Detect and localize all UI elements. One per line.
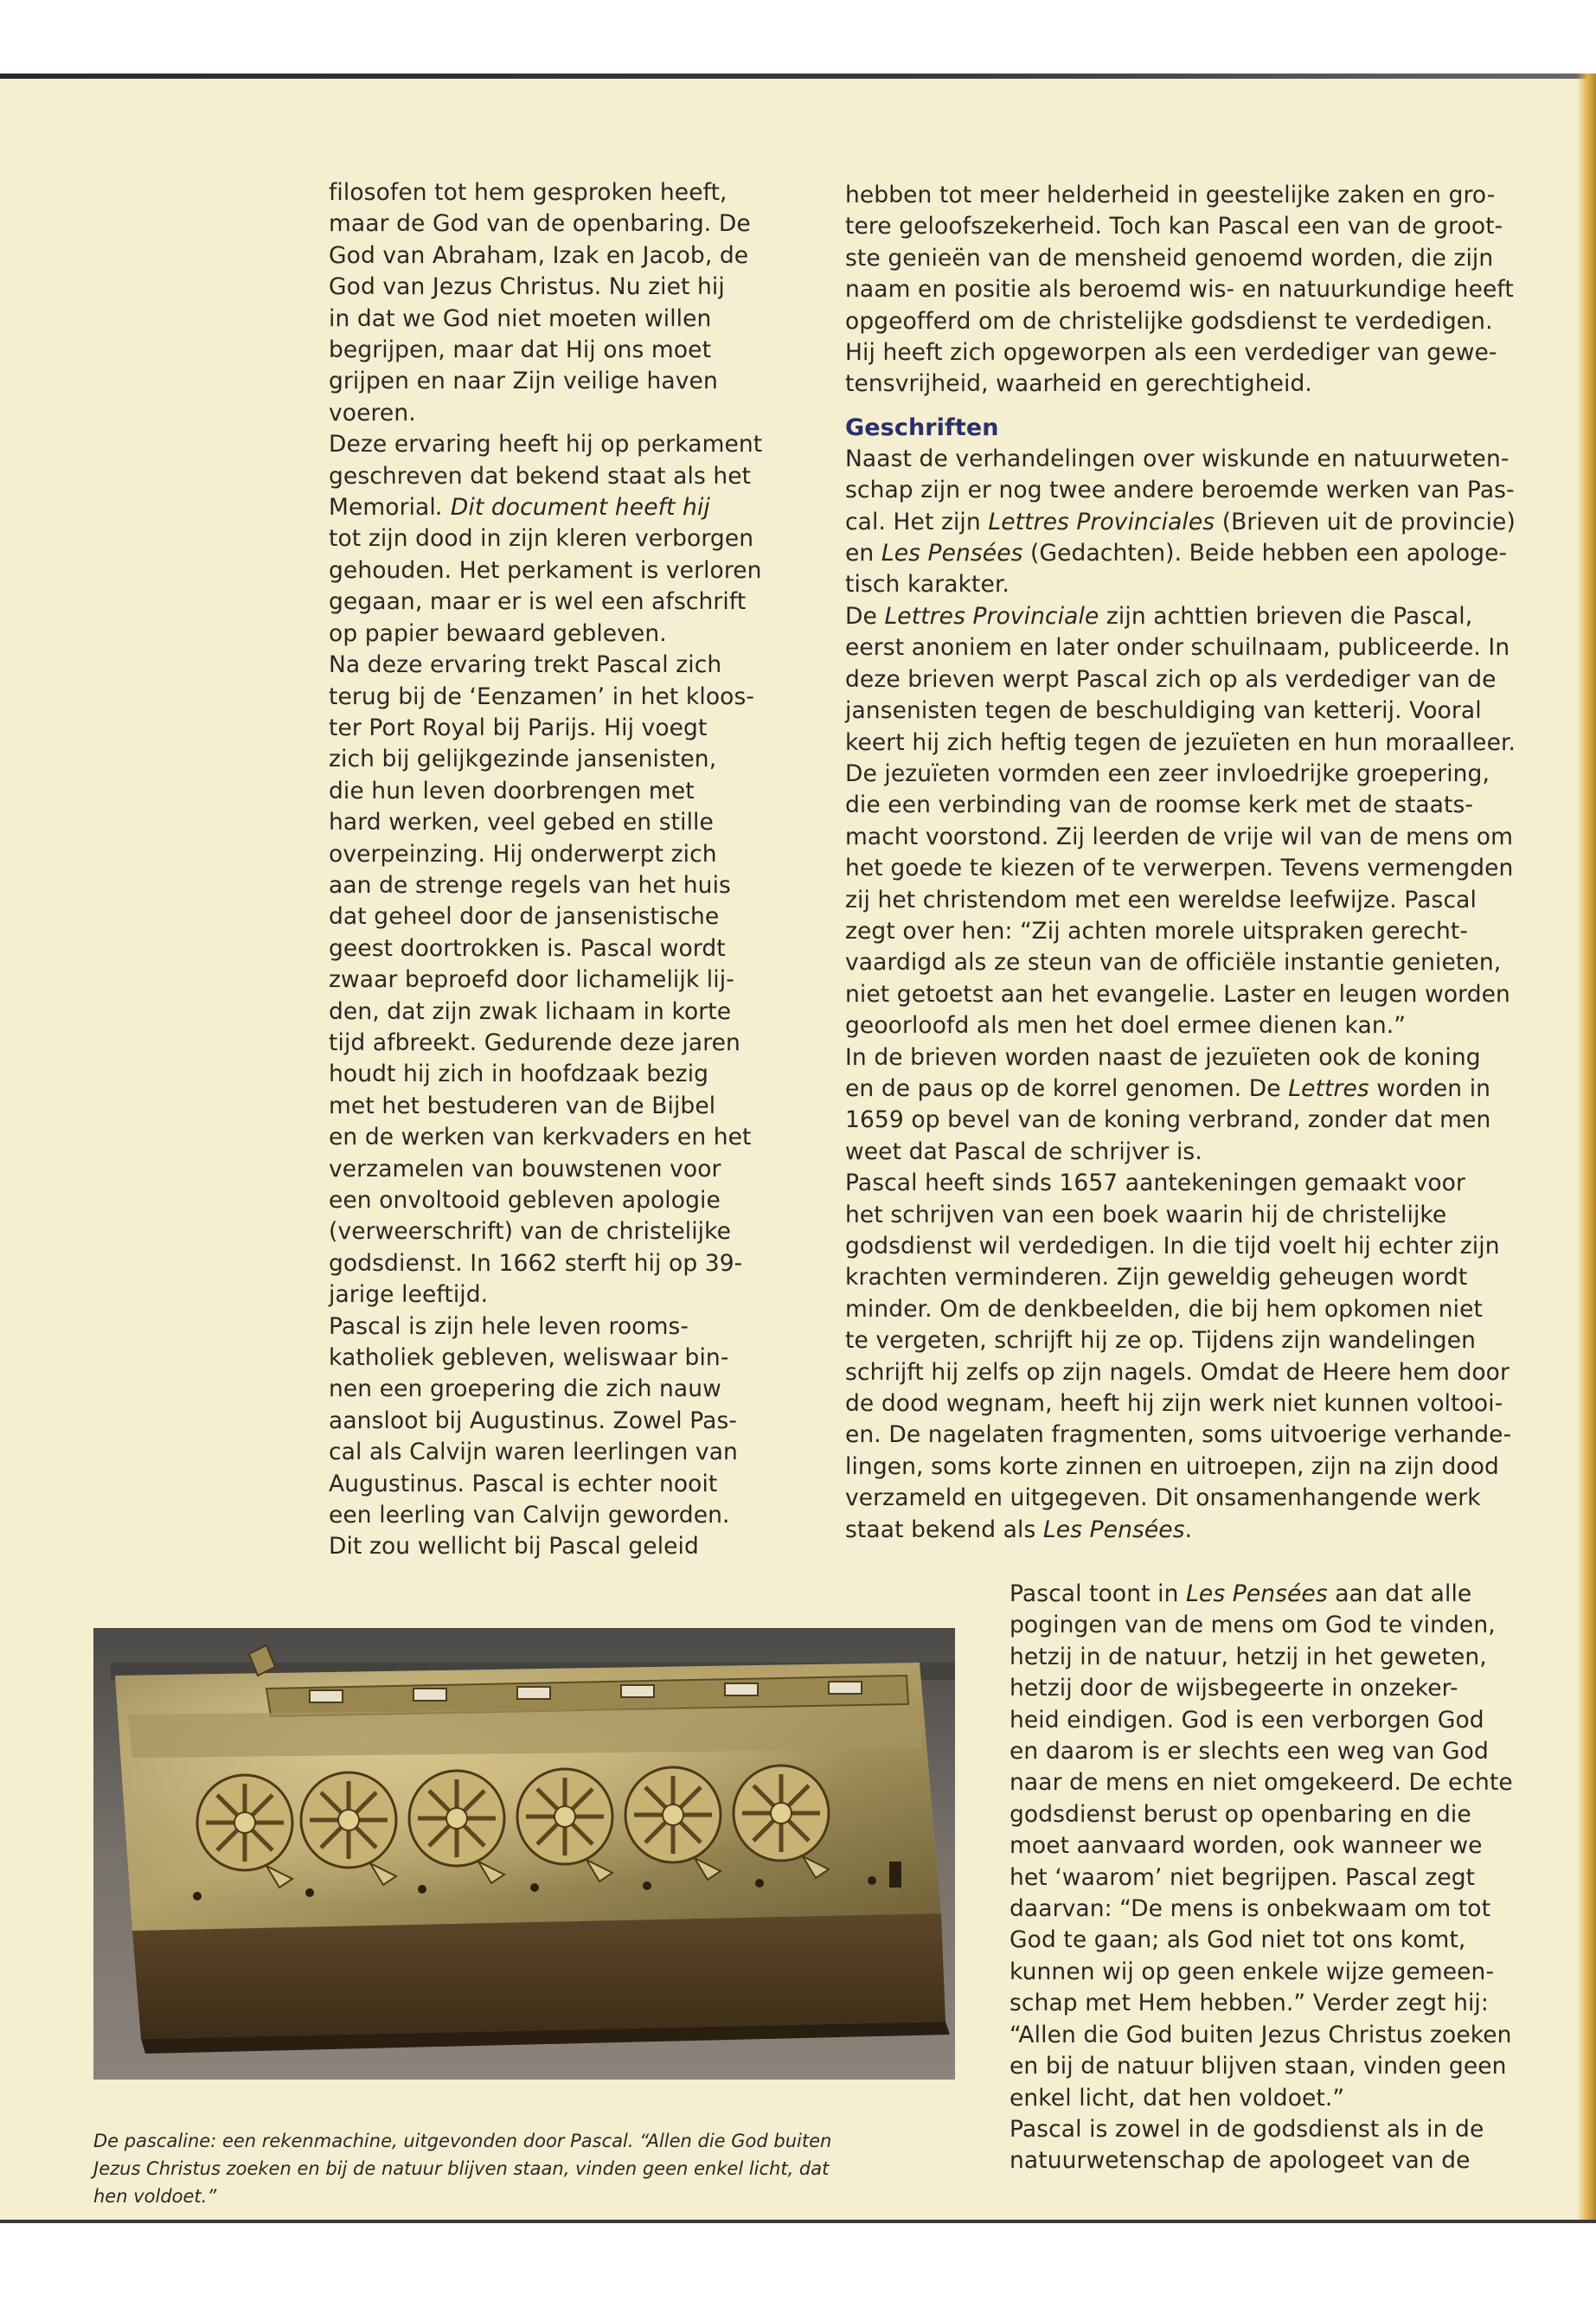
text-line: die hun leven doorbrengen met [329,777,695,804]
text-line: grijpen en naar Zijn veilige haven [329,368,718,395]
magazine-page [0,74,1596,2223]
text-line: een leerling van Calvijn geworden. [329,1502,730,1529]
text-line: begrijpen, maar dat Hij ons moet [329,336,712,364]
text-line [845,601,1554,632]
text-line: verzamelen van bouwstenen voor [329,1155,721,1183]
text-line: tensvrijheid, waarheid en gerechtigheid. [845,370,1312,398]
right-text-column [845,180,1554,1546]
text-line: tijd afbreekt. Gedurende deze jaren [329,1029,740,1056]
right-column-body [845,444,1554,1546]
text-line: met het bestuderen van de Bijbel [329,1092,716,1119]
text-line: overpeinzing. Hij onderwerpt zich [329,840,717,868]
text-line: geschreven dat bekend staat als het [329,462,752,490]
text-line: Na deze ervaring trekt Pascal zich [329,651,722,679]
text-segment: De [845,602,885,630]
text-line: een onvoltooid gebleven apologie [329,1187,721,1214]
text-segment: aan dat alle [1327,1580,1472,1607]
text-line: maar de God van de openbaring. De [329,210,751,238]
text-line: katholiek gebleven, weliswaar bin- [329,1344,729,1372]
text-line: heid eindigen. God is een verborgen God [1010,1706,1484,1734]
text-line: dat geheel door de jansenistische [329,903,720,931]
text-line: opgeofferd om de christelijke godsdienst te verdedigen. [845,307,1493,335]
text-segment: worden in [1368,1074,1491,1102]
italic-title: Lettres Provinciale [884,602,1099,630]
text-line [845,538,1554,569]
text-line: De jezuïeten vormden een zeer invloedrijke groepering, [845,760,1490,787]
text-line: jansenisten tegen de beschuldiging van ketterij. Vooral [845,697,1482,725]
text-line: in dat we God niet moeten willen [329,304,712,332]
left-text-column [329,177,796,1563]
text-line: Pascal is zijn hele leven rooms- [329,1312,689,1340]
text-line: en de werken van kerkvaders en het [329,1124,752,1151]
right-column-lower [1010,1579,1563,2177]
text-line: godsdienst berust op openbaring en die [1010,1800,1471,1828]
text-line: Dit zou wellicht bij Pascal geleid [329,1533,699,1561]
text-line: den, dat zijn zwak lichaam in korte [329,997,732,1025]
text-line: enkel licht, dat hen voldoet.” [1010,2084,1345,2112]
text-line: lingen, soms korte zinnen en uitroepen, zijn na zijn dood [845,1452,1499,1480]
text-line: zegt over hen: “Zij achten morele uitspraken gerecht- [845,917,1469,945]
text-line: voeren. [329,399,416,426]
text-line: geoorloofd als men het doel ermee dienen kan.” [845,1012,1407,1040]
text-line: Augustinus. Pascal is echter nooit [329,1470,718,1497]
text-line: schap met Hem hebben.” Verder zegt hij: [1010,1990,1489,2017]
text-line: cal als Calvijn waren leerlingen van [329,1439,738,1466]
text-segment: Pascal toont in [1010,1580,1187,1607]
text-line [329,492,796,523]
text-segment: staat bekend als [845,1516,1043,1543]
section-heading: Geschriften [845,413,999,441]
text-segment: cal. Het zijn [845,508,989,535]
text-line: hebben tot meer helderheid in geestelijke zaken en gro- [845,182,1496,208]
text-line: tot zijn dood in zijn kleren verborgen [329,525,754,553]
text-line: zwaar beproefd door lichamelijk lij- [329,966,734,994]
italic-title: Les Pensées [1186,1580,1328,1607]
text-line: aan de strenge regels van het huis [329,871,731,899]
text-segment: Memorial [329,494,436,522]
text-line: keert hij zich heftig tegen de jezuïeten en hun moraalleer. [845,728,1516,756]
text-line: het goede te kiezen of te verwerpen. Tevens vermengden [845,855,1514,882]
text-line: aansloot bij Augustinus. Zowel Pas- [329,1407,738,1434]
text-line: naam en positie als beroemd wis- en natuurkundige heeft [845,276,1514,304]
text-segment: (Gedachten). Beide hebben een apologe- [1022,540,1508,567]
text-line: nen een groepering die zich nauw [329,1375,721,1403]
text-line: pogingen van de mens om God te vinden, [1010,1612,1496,1639]
text-line: geest doortrokken is. Pascal wordt [329,934,726,962]
text-line: houdt hij zich in hoofdzaak bezig [329,1061,709,1088]
text-line: kunnen wij op geen enkele wijze gemeen- [1010,1958,1495,1985]
text-line: en bij de natuur blijven staan, vinden geen [1010,2053,1507,2080]
text-line: terug bij de ‘Eenzamen’ in het kloos- [329,683,755,710]
text-line: verzameld en uitgegeven. Dit onsamenhangende werk [845,1484,1481,1512]
bottom-rule [0,2220,1596,2223]
text-line: filosofen tot hem gesproken heeft, [329,179,727,206]
text-line: zij het christendom met een wereldse leefwijze. Pascal [845,886,1477,913]
text-line: deze brieven werpt Pascal zich op als verdediger van de [845,665,1497,693]
text-line: godsdienst. In 1662 sterft hij op 39- [329,1249,743,1277]
text-line: weet dat Pascal de schrijver is. [845,1138,1202,1165]
text-line: en. De nagelaten fragmenten, soms uitvoerige verhande- [845,1421,1512,1449]
text-line: niet getoetst aan het evangelie. Laster en leugen worden [845,980,1510,1008]
italic-title: Les Pensées [881,540,1023,567]
text-line: het schrijven van een boek waarin hij de christelijke [845,1201,1447,1228]
photo-caption [93,2127,958,2210]
text-line: God van Jezus Christus. Nu ziet hij [329,273,725,301]
text-line: krachten verminderen. Zijn geweldig geheugen wordt [845,1264,1468,1292]
caption-line: Jezus Christus zoeken en bij de natuur blijven staan, vinden geen enkel licht, dat [93,2158,830,2179]
text-line: gehouden. Het perkament is verloren [329,556,762,584]
text-line: eerst anoniem en later onder schuilnaam, publiceerde. In [845,634,1510,662]
text-segment: zijn achttien brieven die Pascal, [1099,602,1473,630]
pascaline-photo [93,1628,955,2080]
text-line: zich bij gelijkgezinde jansenisten, [329,746,717,773]
text-segment: en de paus op de korrel genomen. De [845,1074,1289,1102]
text-line [845,1074,1554,1105]
text-line: te vergeten, schrijft hij ze op. Tijdens zijn wandelingen [845,1327,1477,1355]
text-line [845,507,1554,538]
text-line: schrijft hij zelfs op zijn nagels. Omdat de Heere hem door [845,1358,1509,1386]
right-column-intro [845,180,1554,401]
text-line: moet aanvaard worden, ook wanneer we [1010,1832,1483,1860]
text-line: schap zijn er nog twee andere beroemde werken van Pas- [845,477,1515,504]
text-line: In de brieven worden naast de jezuïeten ook de koning [845,1043,1481,1071]
text-line: “Allen die God buiten Jezus Christus zoeken [1010,2021,1512,2048]
text-line: Hij heeft zich opgeworpen als een verdediger van gewe- [845,339,1497,367]
text-line: daarvan: “De mens is onbekwaam om tot [1010,1895,1491,1923]
text-line: Pascal heeft sinds 1657 aantekeningen gemaakt voor [845,1170,1465,1197]
text-line: Pascal is zowel in de godsdienst als in de [1010,2115,1484,2143]
text-line [845,1515,1554,1546]
italic-title: . Dit document heeft hij [435,494,710,522]
text-line: gegaan, maar er is wel een afschrift [329,588,747,616]
text-line: naar de mens en niet omgekeerd. De echte [1010,1769,1513,1797]
text-line: (verweerschrift) van de christelijke [329,1218,732,1246]
caption-line: De pascaline: een rekenmachine, uitgevonden door Pascal. “Allen die God buiten [93,2131,832,2151]
text-segment: . [1184,1516,1193,1543]
text-line: die een verbinding van de roomse kerk met de staats- [845,792,1474,819]
text-line: hetzij in de natuur, hetzij in het geweten, [1010,1643,1487,1670]
text-line [1010,1579,1563,1610]
text-line: 1659 op bevel van de koning verbrand, zonder dat men [845,1106,1491,1134]
text-line: en daarom is er slechts een weg van God [1010,1738,1489,1766]
text-line: het ‘waarom’ niet begrijpen. Pascal zegt [1010,1863,1476,1891]
text-segment: en [845,540,881,567]
text-line: hetzij door de wijsbegeerte in onzeker- [1010,1675,1458,1702]
page-edge-shadow [1577,74,1596,2223]
text-line: op papier bewaard gebleven. [329,619,667,647]
text-line: hard werken, veel gebed en stille [329,809,714,836]
text-line: Naast de verhandelingen over wiskunde en natuurweten- [845,445,1509,472]
text-line: godsdienst wil verdedigen. In die tijd voelt hij echter zijn [845,1233,1500,1259]
italic-title: Les Pensées [1042,1516,1185,1543]
text-line: tere geloofszekerheid. Toch kan Pascal een van de groot- [845,213,1503,240]
text-line: God van Abraham, Izak en Jacob, de [329,241,749,269]
text-line: macht voorstond. Zij leerden de vrije wil van de mens om [845,823,1514,850]
italic-title: Lettres Provinciales [988,508,1215,535]
text-line: God te gaan; als God niet tot ons komt, [1010,1926,1466,1954]
italic-title: Lettres [1288,1074,1369,1102]
text-line: minder. Om de denkbeelden, die bij hem opkomen niet [845,1295,1484,1323]
text-line: natuurwetenschap de apologeet van de [1010,2147,1471,2175]
top-rule [0,74,1596,79]
text-line: tisch karakter. [845,571,1010,599]
caption-line: hen voldoet.” [93,2186,217,2207]
text-line: ter Port Royal bij Parijs. Hij voegt [329,714,708,741]
text-line: Deze ervaring heeft hij op perkament [329,431,763,458]
text-line: vaardigd als ze steun van de officiële instantie genieten, [845,949,1502,977]
text-line: de dood wegnam, heeft hij zijn werk niet kunnen voltooi- [845,1390,1503,1418]
text-line: jarige leeftijd. [329,1281,489,1309]
text-segment: (Brieven uit de provincie) [1215,508,1516,535]
text-line: ste genieën van de mensheid genoemd worden, die zijn [845,244,1494,272]
